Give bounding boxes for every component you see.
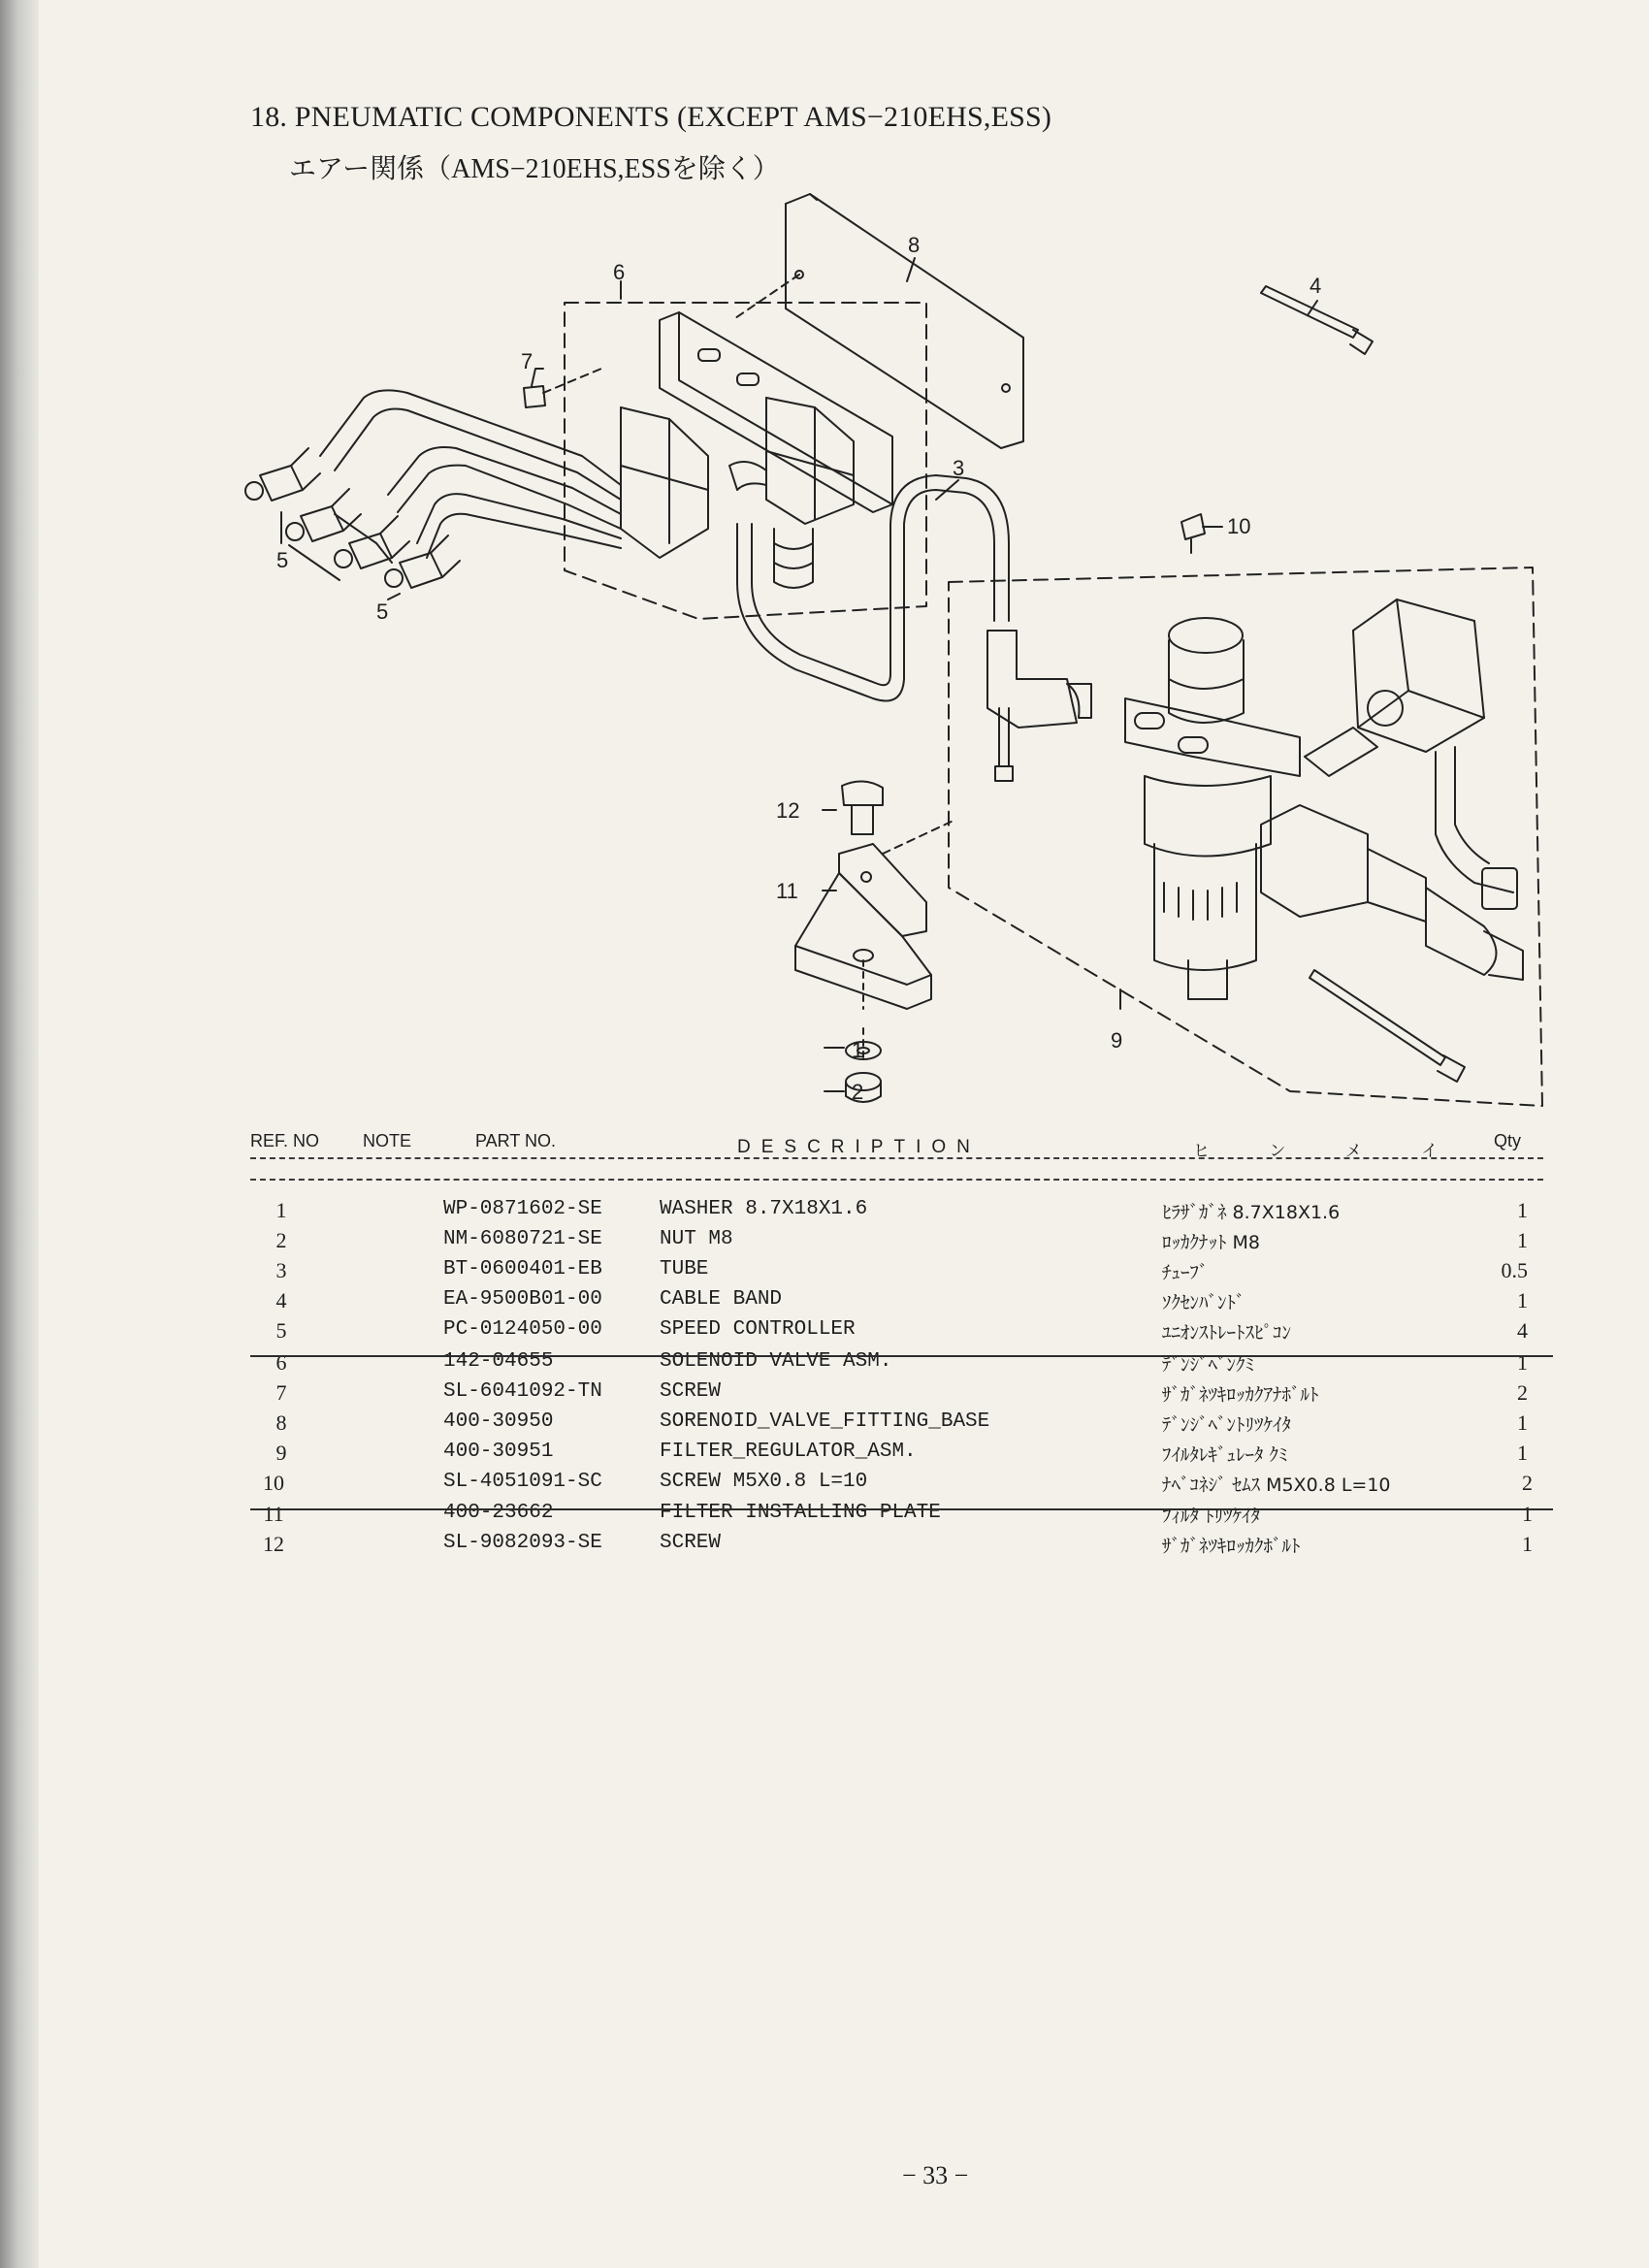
part-no-cell: PC-0124050-00 bbox=[443, 1318, 602, 1341]
callout-1: 1 bbox=[852, 1038, 864, 1062]
hinmei-cell: ﾅﾍﾞｺﾈｼﾞ ｾﾑｽ M5X0.8 L=10 bbox=[1162, 1474, 1391, 1496]
ref-no-cell: 2 bbox=[275, 1228, 287, 1252]
description-cell: WASHER 8.7X18X1.6 bbox=[660, 1198, 868, 1220]
hinmei-cell: ﾛｯｶｸﾅｯﾄ M8 bbox=[1162, 1232, 1261, 1253]
group-divider-2 bbox=[250, 1508, 1553, 1510]
callout-9: 9 bbox=[1111, 1028, 1123, 1053]
description-cell: SCREW bbox=[660, 1532, 722, 1554]
table-row bbox=[0, 1410, 1649, 1440]
qty-cell: 1 bbox=[1517, 1350, 1528, 1375]
part-no-cell: 142-04655 bbox=[443, 1350, 554, 1373]
ref-no-cell: 4 bbox=[275, 1288, 287, 1312]
table-row bbox=[0, 1258, 1649, 1287]
hinmei-cell: ｻﾞｶﾞﾈﾂｷﾛｯｶｸﾎﾞﾙﾄ bbox=[1162, 1536, 1301, 1557]
callout-10: 10 bbox=[1227, 514, 1251, 538]
part-no-cell: WP-0871602-SE bbox=[443, 1198, 602, 1220]
callout-5b: 5 bbox=[376, 599, 389, 624]
description-cell: SCREW bbox=[660, 1380, 722, 1403]
hinmei-cell: ﾕﾆｵﾝｽﾄﾚｰﾄｽﾋﾟｺﾝ bbox=[1162, 1322, 1292, 1344]
header-note: NOTE bbox=[363, 1131, 412, 1150]
part-no-cell: 400-30951 bbox=[443, 1441, 554, 1463]
table-header-divider-lower bbox=[250, 1179, 1543, 1181]
qty-cell: 1 bbox=[1517, 1410, 1528, 1435]
hinmei-cell: ｻﾞｶﾞﾈﾂｷﾛｯｶｸｱﾅﾎﾞﾙﾄ bbox=[1162, 1384, 1319, 1406]
hinmei-cell: ﾋﾗｻﾞｶﾞﾈ 8.7X18X1.6 bbox=[1162, 1202, 1341, 1223]
qty-cell: 1 bbox=[1517, 1228, 1528, 1252]
ref-no-cell: 1 bbox=[275, 1198, 287, 1222]
tube-bundle bbox=[320, 390, 621, 485]
ref-no-cell: 11 bbox=[263, 1502, 284, 1526]
callout-2: 2 bbox=[852, 1080, 864, 1104]
part-no-cell: SL-9082093-SE bbox=[443, 1532, 602, 1554]
filter-installing-plate bbox=[839, 844, 926, 936]
outlet-fitting bbox=[1261, 805, 1368, 917]
ref-no-cell: 9 bbox=[275, 1441, 287, 1465]
qty-cell: 0.5 bbox=[1501, 1258, 1528, 1282]
description-cell: SCREW M5X0.8 L=10 bbox=[660, 1471, 868, 1493]
hinmei-cell: ﾃﾞﾝｼﾞﾍﾞﾝﾄﾘﾂｹｲﾀ bbox=[1162, 1414, 1292, 1436]
table-row bbox=[0, 1228, 1649, 1257]
callout-11: 11 bbox=[776, 879, 798, 903]
description-cell: SPEED CONTROLLER bbox=[660, 1318, 856, 1341]
hinmei-cell: ｿｸｾﾝﾊﾞﾝﾄﾞ bbox=[1162, 1292, 1245, 1313]
ref-no-cell: 3 bbox=[275, 1258, 287, 1282]
qty-cell: 4 bbox=[1517, 1318, 1528, 1343]
part-no-cell: NM-6080721-SE bbox=[443, 1228, 602, 1250]
filter-regulator-boundary bbox=[949, 567, 1542, 1106]
callout-6: 6 bbox=[613, 260, 626, 284]
solenoid-valve-right bbox=[766, 398, 854, 524]
callout-4: 4 bbox=[1310, 274, 1322, 298]
description-cell: SORENOID_VALVE_FITTING_BASE bbox=[660, 1410, 990, 1433]
hinmei-cell: ﾌｨﾙﾀ ﾄﾘﾂｹｲﾀ bbox=[1162, 1506, 1261, 1527]
pressure-switch bbox=[1305, 599, 1517, 909]
ref-no-cell: 5 bbox=[275, 1318, 287, 1343]
ref-no-cell: 10 bbox=[263, 1471, 284, 1495]
hinmei-cell: ﾁｭｰﾌﾞ bbox=[1162, 1262, 1209, 1283]
group-divider-1 bbox=[250, 1355, 1553, 1357]
description-cell: FILTER_REGULATOR_ASM. bbox=[660, 1441, 917, 1463]
page-subtitle: エアー関係（AMS−210EHS,ESSを除く） bbox=[289, 154, 780, 184]
fitting-base-bracket bbox=[786, 194, 1023, 448]
hinmei-cell: ﾌｲﾙﾀﾚｷﾞｭﾚｰﾀ ｸﾐ bbox=[1162, 1444, 1288, 1466]
callout-5a: 5 bbox=[276, 548, 289, 572]
table-row bbox=[0, 1318, 1649, 1347]
table-row bbox=[0, 1198, 1649, 1227]
callout-12: 12 bbox=[776, 798, 800, 823]
table-row bbox=[0, 1532, 1649, 1561]
screw-10 bbox=[1181, 514, 1205, 539]
solenoid-valve-left bbox=[621, 407, 708, 558]
table-row bbox=[0, 1441, 1649, 1470]
qty-cell: 2 bbox=[1522, 1471, 1533, 1495]
part-no-cell: SL-6041092-TN bbox=[443, 1380, 602, 1403]
description-cell: NUT M8 bbox=[660, 1228, 733, 1250]
table-row bbox=[0, 1471, 1649, 1500]
callout-8: 8 bbox=[908, 233, 921, 257]
screw-12 bbox=[842, 781, 883, 805]
qty-cell: 1 bbox=[1517, 1288, 1528, 1312]
screw-7 bbox=[524, 369, 545, 407]
header-description: DESCRIPTION bbox=[737, 1137, 981, 1157]
ref-no-cell: 8 bbox=[275, 1410, 287, 1435]
header-ref-no: REF. NO bbox=[250, 1131, 320, 1150]
table-header-divider bbox=[250, 1157, 1543, 1159]
page-number: − 33 − bbox=[902, 2161, 969, 2189]
description-cell: CABLE BAND bbox=[660, 1288, 783, 1311]
header-part-no: PART NO. bbox=[475, 1131, 557, 1150]
filter-regulator bbox=[1125, 618, 1300, 999]
table-row bbox=[0, 1502, 1649, 1531]
part-no-cell: BT-0600401-EB bbox=[443, 1258, 602, 1280]
table-row bbox=[0, 1380, 1649, 1409]
part-no-cell: EA-9500B01-00 bbox=[443, 1288, 602, 1311]
tube-3 bbox=[737, 490, 994, 701]
muffler bbox=[774, 529, 813, 588]
qty-cell: 1 bbox=[1522, 1532, 1533, 1556]
tee-fitting bbox=[987, 631, 1077, 728]
ref-no-cell: 7 bbox=[275, 1380, 287, 1405]
part-no-cell: SL-4051091-SC bbox=[443, 1471, 602, 1493]
qty-cell: 2 bbox=[1517, 1380, 1528, 1405]
callout-7: 7 bbox=[521, 349, 534, 373]
hinmei-cell: ﾃﾞﾝｼﾞﾍﾞﾝｸﾐ bbox=[1162, 1354, 1255, 1376]
callout-3: 3 bbox=[953, 456, 965, 480]
cable-band-lower bbox=[1310, 970, 1445, 1065]
qty-cell: 1 bbox=[1522, 1502, 1533, 1526]
qty-cell: 1 bbox=[1517, 1441, 1528, 1465]
description-cell: TUBE bbox=[660, 1258, 709, 1280]
description-cell: FILTER INSTALLING PLATE bbox=[660, 1502, 941, 1524]
description-cell: SOLENOID VALVE ASM. bbox=[660, 1350, 892, 1373]
valve-rail bbox=[660, 312, 892, 512]
page-title: 18. PNEUMATIC COMPONENTS (EXCEPT AMS−210EHS,ESS) bbox=[250, 101, 1052, 133]
part-no-cell: 400-23662 bbox=[443, 1502, 554, 1524]
header-qty: Qty bbox=[1494, 1131, 1522, 1150]
header-hinmei: ヒ ン メ イ bbox=[1193, 1142, 1466, 1161]
ref-no-cell: 12 bbox=[263, 1532, 284, 1556]
ref-no-cell: 6 bbox=[275, 1350, 287, 1375]
qty-cell: 1 bbox=[1517, 1198, 1528, 1222]
part-no-cell: 400-30950 bbox=[443, 1410, 554, 1433]
exploded-parts-diagram bbox=[0, 0, 1649, 1125]
table-row bbox=[0, 1288, 1649, 1317]
